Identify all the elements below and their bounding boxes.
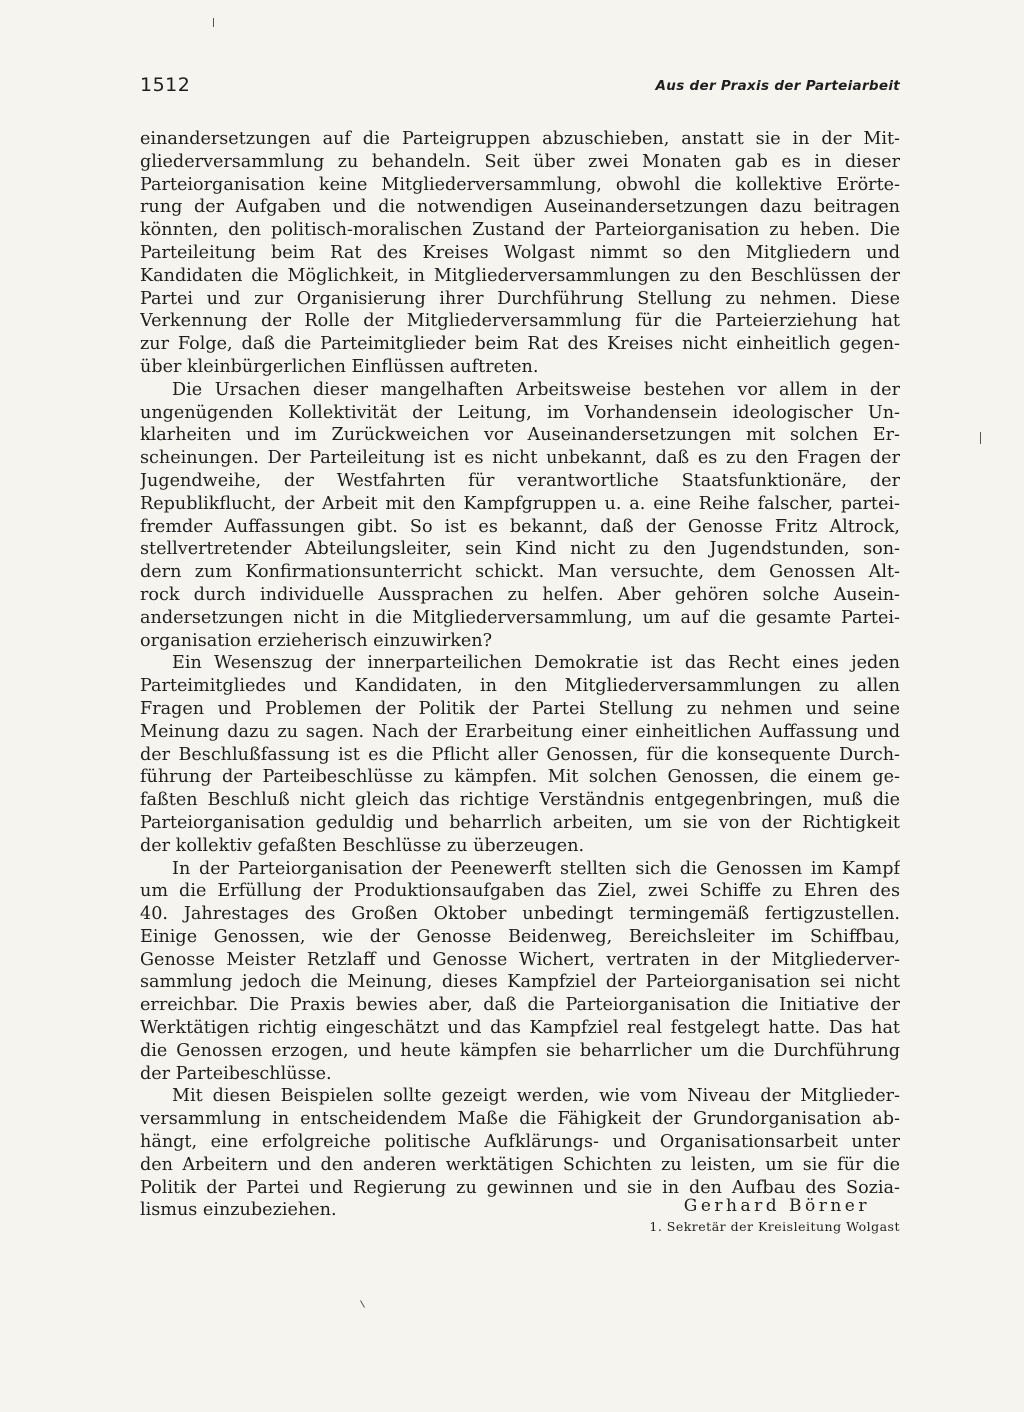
text-line: Fragen und Problemen der Politik der Partei Stellung zu nehmen und seine [140, 698, 900, 719]
text-line: Genosse Meister Retzlaff und Genosse Wichert, vertraten in der Mitgliederver- [140, 949, 900, 970]
text-line: der Parteibeschlüsse. [140, 1063, 332, 1084]
text-line: einandersetzungen auf die Parteigruppen abzuschieben, anstatt sie in der Mit- [140, 129, 900, 149]
text-line: Parteiorganisation geduldig und beharrlich arbeiten, um sie von der Richtigkeit [140, 812, 900, 833]
text-line: sammlung jedoch die Meinung, dieses Kampfziel der Parteiorganisation sei nicht [140, 972, 900, 993]
text-line: rock durch individuelle Aussprachen zu helfen. Aber gehören solche Ausein- [140, 584, 900, 605]
text-line: der Beschlußfassung ist es die Pflicht aller Genossen, für die konsequente Durch- [140, 744, 900, 765]
text-line: Parteileitung beim Rat des Kreises Wolgast nimmt so den Mitgliedern und [140, 242, 900, 263]
text-line: 40. Jahrestages des Großen Oktober unbedingt termingemäß fertigzustellen. [140, 904, 900, 925]
text-line: ungenügenden Kollektivität der Leitung, im Vorhandensein ideologischer Un- [140, 402, 900, 423]
text-line: Mit diesen Beispielen sollte gezeigt werden, wie vom Niveau der Mitglieder- [172, 1086, 900, 1107]
text-line: Parteimitgliedes und Kandidaten, in den Mitgliederversammlungen zu allen [140, 676, 900, 697]
page-number: 1512 [140, 74, 191, 96]
text-line: Die Ursachen dieser mangelhaften Arbeitsweise bestehen vor allem in der [172, 379, 900, 400]
page-header [140, 74, 900, 102]
text-line: Jugendweihe, der Westfahrten für verantwortliche Staatsfunktionäre, der [140, 470, 900, 491]
text-line: In der Parteiorganisation der Peenewerft stellten sich die Genossen im Kampf [172, 858, 900, 879]
paragraph [140, 652, 900, 857]
text-line: Einige Genossen, wie der Genosse Beidenweg, Bereichsleiter im Schiffbau, [140, 926, 900, 947]
text-line: Partei und zur Organisierung ihrer Durchführung Stellung zu nehmen. Diese [140, 288, 900, 309]
paragraph [140, 128, 900, 379]
text-line: versammlung in entscheidendem Maße die Fähigkeit der Grundorganisation ab- [140, 1109, 900, 1130]
text-line: scheinungen. Der Parteileitung ist es nicht unbekannt, daß es zu den Fragen der [140, 448, 900, 469]
text-line: den Arbeitern und den anderen werktätigen Schichten zu leisten, um sie für die [140, 1154, 900, 1175]
text-line: organisation erzieherisch einzuwirken? [140, 630, 493, 651]
text-line: erreichbar. Die Praxis bewies aber, daß die Parteiorganisation die Initiative der [140, 995, 900, 1016]
text-line: gliederversammlung zu behandeln. Seit über zwei Monaten gab es in dieser [140, 151, 900, 172]
scan-mark [360, 1300, 365, 1307]
text-line: hängt, eine erfolgreiche politische Aufklärungs- und Organisationsarbeit unter [140, 1132, 900, 1153]
text-line: rung der Aufgaben und die notwendigen Auseinandersetzungen dazu beitragen [140, 197, 900, 218]
text-line: Kandidaten die Möglichkeit, in Mitgliederversammlungen zu den Beschlüssen der [140, 265, 900, 286]
author-title: 1. Sekretär der Kreisleitung Wolgast [649, 1219, 900, 1234]
text-line: der kollektiv gefaßten Beschlüsse zu überzeugen. [140, 835, 585, 856]
text-line: fremder Auffassungen gibt. So ist es bekannt, daß der Genosse Fritz Altrock, [140, 516, 900, 537]
paragraph [140, 379, 900, 653]
text-line: stellvertretender Abteilungsleiter, sein Kind nicht zu den Jugendstunden, son- [140, 539, 900, 560]
text-line: lismus einzubeziehen. [140, 1200, 337, 1221]
text-line: andersetzungen nicht in die Mitgliederversammlung, um auf die gesamte Partei- [140, 607, 900, 628]
text-line: dern zum Konfirmationsunterricht schickt. Man versuchte, dem Genossen Alt- [140, 562, 900, 583]
text-line: über kleinbürgerlichen Einflüssen auftreten. [140, 356, 539, 377]
running-head: Aus der Praxis der Parteiarbeit [655, 78, 900, 94]
text-line: die Genossen erzogen, und heute kämpfen sie beharrlicher um die Durchführung [140, 1040, 900, 1061]
text-line: Werktätigen richtig eingeschätzt und das Kampfziel real festgelegt hatte. Das hat [140, 1018, 900, 1039]
text-line: Ein Wesenszug der innerparteilichen Demokratie ist das Recht eines jeden [172, 653, 900, 674]
text-line: führung der Parteibeschlüsse zu kämpfen. Mit solchen Genossen, die einem ge- [140, 767, 900, 788]
text-line: Politik der Partei und Regierung zu gewinnen und sie in den Aufbau des Sozia- [140, 1177, 900, 1198]
text-line: klarheiten und im Zurückweichen vor Auseinandersetzungen mit solchen Er- [140, 425, 900, 446]
paragraph [140, 858, 900, 1086]
text-line: Parteiorganisation keine Mitgliederversammlung, obwohl die kollektive Erörte- [140, 174, 900, 195]
text-line: Verkennung der Rolle der Mitgliederversammlung für die Parteierziehung hat [140, 311, 900, 332]
text-line: um die Erfüllung der Produktionsaufgaben das Ziel, zwei Schiffe zu Ehren des [140, 881, 900, 902]
text-line: Republikflucht, der Arbeit mit den Kampfgruppen u. a. eine Reihe falscher, partei- [140, 493, 900, 514]
text-line: Meinung dazu zu sagen. Nach der Erarbeitung einer einheitlichen Auffassung und [140, 721, 900, 742]
signature-block [560, 1195, 900, 1237]
text-line: könnten, den politisch-moralischen Zustand der Parteiorganisation zu heben. Die [140, 220, 900, 241]
text-line: faßten Beschluß nicht gleich das richtige Verständnis entgegenbringen, muß die [140, 790, 900, 811]
text-line: zur Folge, daß die Parteimitglieder beim Rat des Kreises nicht einheitlich gegen- [140, 334, 900, 355]
article-body [140, 128, 900, 1222]
author-name: Gerhard Börner [683, 1196, 870, 1216]
scan-mark [213, 18, 214, 27]
scan-mark [980, 432, 981, 444]
